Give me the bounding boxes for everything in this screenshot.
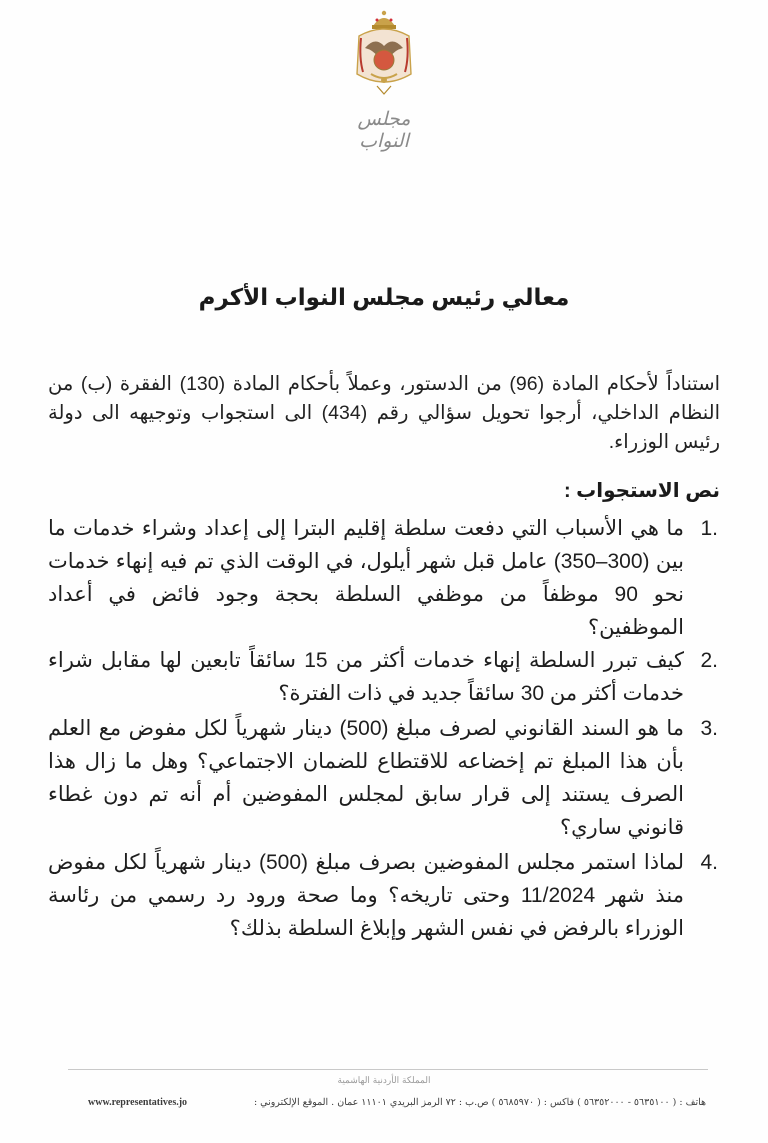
country-calligraphy-logo: المملكة الأردنية الهاشمية — [337, 1076, 431, 1086]
question-number: 2. — [700, 649, 718, 672]
question-number: 3. — [700, 717, 718, 740]
question-item — [48, 712, 718, 844]
question-item — [48, 644, 718, 710]
question-text: ما هي الأسباب التي دفعت سلطة إقليم البترا إلى إعداد وشراء خدمات ما بين (300–350) عامل قبل شهر أيلول، في الوقت الذي تم فيه إنهاء خدمات نحو 90 موظفاً من موظفي السلطة بحجة وجود فائض في أعداد الموظفين؟ — [48, 517, 684, 639]
question-item — [48, 512, 718, 644]
organization-signature: مجلس النواب — [357, 108, 411, 152]
jordan-coat-of-arms-icon — [351, 8, 417, 96]
question-text: لماذا استمر مجلس المفوضين بصرف مبلغ (500) دينار شهرياً لكل مفوض منذ شهر 11/2024 وحتى تاريخه؟ وما صحة ورود رد رسمي من رئاسة الوزراء بالرفض في نفس الشهر وإبلاغ السلطة بذلك؟ — [48, 851, 684, 940]
question-number: 4. — [700, 851, 718, 874]
intro-paragraph: استناداً لأحكام المادة (96) من الدستور، وعملاً بأحكام المادة (130) الفقرة (ب) من النظام الداخلي، أرجوا تحويل سؤالي رقم (434) الى استجواب وتوجيهه الى دولة رئيس الوزراء. — [48, 373, 721, 453]
footer-contact-line — [88, 1097, 706, 1108]
questions-list — [48, 512, 718, 945]
question-item — [48, 846, 718, 945]
crown-icon — [372, 11, 396, 29]
question-text: ما هو السند القانوني لصرف مبلغ (500) دينار شهرياً لكل مفوض مع العلم بأن هذا المبلغ تم إخضاعه للاقتطاع للضمان الاجتماعي؟ وهل ما زال هذا الصرف يستند إلى قرار سابق لمجلس المفوضين أم أنه تم دون غطاء قانوني ساري؟ — [48, 717, 685, 839]
website-link[interactable]: www.representatives.jo — [88, 1097, 188, 1108]
footer-contact-info: هاتف : ( ٥٦٣٥١٠٠ - ٥٦٣٥٢٠٠٠ ) فاكس : ( ٥٦٨٥٩٧٠ ) ص.ب : ٧٢ الرمز البريدي ١١١٠١ عمان . الموقع الإلكتروني : — [253, 1097, 706, 1108]
question-number: 1. — [700, 517, 718, 540]
salutation-heading: معالي رئيس مجلس النواب الأكرم — [198, 284, 570, 310]
interpellation-heading: نص الاستجواب : — [563, 480, 720, 502]
footer-divider — [68, 1069, 708, 1070]
question-text: كيف تبرر السلطة إنهاء خدمات أكثر من 15 سائقاً تابعين لها مقابل شراء خدمات أكثر من 30 سائقاً جديد في ذات الفترة؟ — [48, 649, 684, 705]
